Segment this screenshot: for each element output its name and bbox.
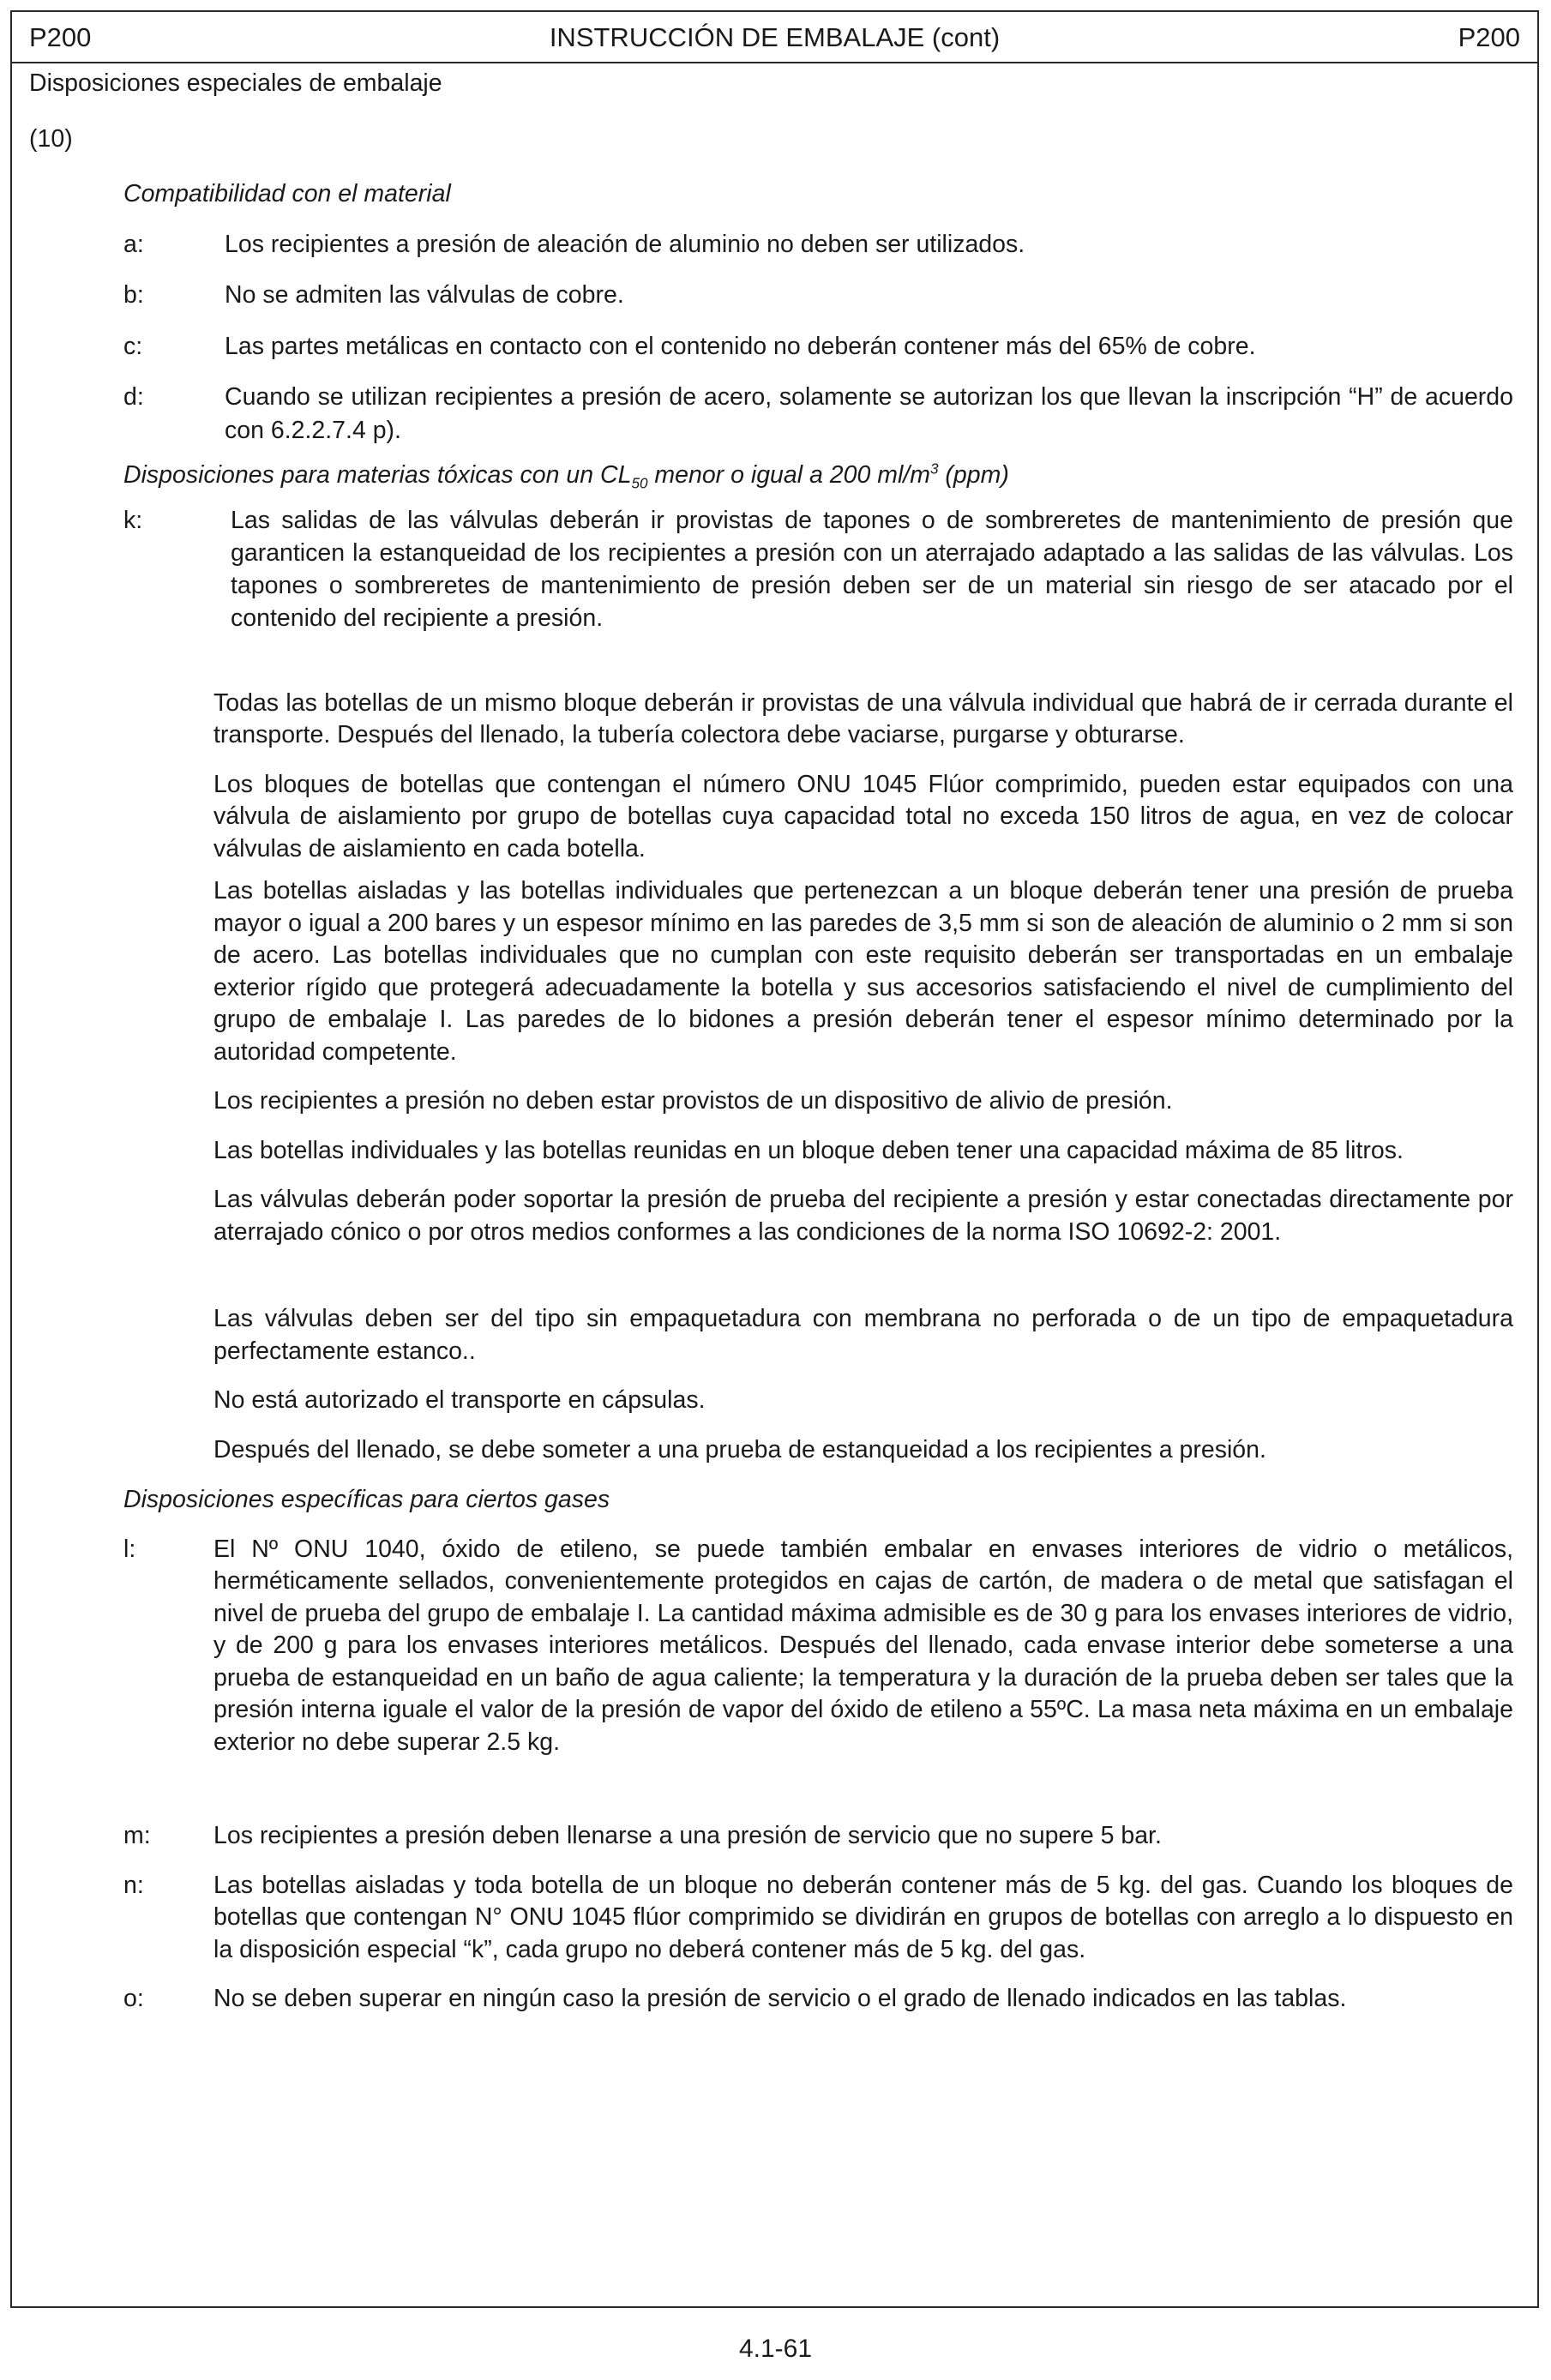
paragraph: Los recipientes a presión no deben estar provistos de un dispositivo de alivio de presión. <box>213 1087 1173 1115</box>
toxic-heading: Disposiciones para materias tóxicas con un $CL_{50}$ menor o igual a 200 $ml/m^3$ (ppm) <box>123 460 1009 492</box>
paragraph: Después del llenado, se debe someter a una prueba de estanqueidad a los recipientes a presión. <box>213 1435 1266 1463</box>
item-text: Los recipientes a presión deben llenarse a una presión de servicio que no supere 5 bar. <box>213 1822 1162 1849</box>
gases-list <box>12 1820 1537 2016</box>
item-label: d: <box>123 383 144 411</box>
list-item <box>12 279 1537 312</box>
item-label: c: <box>123 332 143 360</box>
paragraph: Las válvulas deben ser del tipo sin empaquetadura con membrana no perforada o de un tipo de empaquetadura perfectamente estanco.. <box>213 1305 1513 1365</box>
item-label: m: <box>123 1822 151 1849</box>
header-title: INSTRUCCIÓN DE EMBALAJE (cont) <box>549 22 1001 52</box>
paragraph: Las botellas aisladas y las botellas individuales que pertenezcan a un bloque deberán tener una presión de prueba mayor o igual a 200 bares y un espesor mínimo en las paredes de 3,5 mm si son de aleación de aluminio o 2 mm si son de acero. Las botellas individuales que no cumplan con este requisito deberán ser transportadas en un embalaje exterior rígido que protegerá adecuadamente la botella y sus accesorios satisfaciendo el nivel de cumplimiento del grupo de embalaje I. Las paredes de lo bidones a presión deberán tener el espesor mínimo determinado por la autoridad competente. <box>213 877 1513 1066</box>
compat-list <box>12 228 1537 448</box>
table-header <box>12 12 1537 63</box>
item-label: b: <box>123 281 144 309</box>
item-text: Las partes metálicas en contacto con el contenido no deberán contener más del 65% de cobre. <box>225 332 1256 360</box>
list-item <box>12 1983 1537 2016</box>
item-label: k: <box>123 506 143 534</box>
item-text: No se deben superar en ningún caso la presión de servicio o el grado de llenado indicados en las tablas. <box>213 1985 1347 2012</box>
paragraph: Los bloques de botellas que contengan el número ONU 1045 Flúor comprimido, pueden estar equipados con una válvula de aislamiento por grupo de botellas cuya capacidad total no exceda 150 litros de agua, en vez de colocar válvulas de aislamiento en cada botella. <box>213 770 1513 862</box>
header-code-right: P200 <box>1458 22 1520 52</box>
list-item <box>12 1870 1537 1967</box>
item-label: o: <box>123 1985 144 2012</box>
table-body <box>12 63 1537 2016</box>
list-item <box>12 228 1537 261</box>
list-item <box>12 381 1537 447</box>
paragraph: Las botellas individuales y las botellas reunidas en un bloque deben tener una capacidad máxima de 85 litros. <box>213 1136 1404 1164</box>
item-text: Cuando se utilizan recipientes a presión de acero, solamente se autorizan los que llevan la inscripción “H” de acuerdo con 6.2.2.7.4 p). <box>225 383 1513 444</box>
item-text: Los recipientes a presión de aleación de aluminio no deben ser utilizados. <box>225 230 1025 258</box>
item-text: El Nº ONU 1040, óxido de etileno, se puede también embalar en envases interiores de vidrio o metálicos, herméticamente sellados, convenientemente protegidos en cajas de cartón, de madera o de metal que satisfagan el nivel de prueba del grupo de embalaje I. La cantidad máxima admisible es de 30 g para los envases interiores de vidrio, y de 200 g para los envases interiores metálicos. Después del llenado, cada envase interior debe someterse a una prueba de estanqueidad en un baño de agua caliente; la temperatura y la duración de la prueba deben ser tales que la presión interna iguale el valor de la presión de vapor del óxido de etileno a 55ºC. La masa neta máxima en un embalaje exterior no debe superar 2.5 kg. <box>213 1535 1513 1756</box>
page-number: 4.1-61 <box>738 2335 813 2363</box>
gases-heading: Disposiciones específicas para ciertos gases <box>123 1486 610 1513</box>
list-item <box>12 1820 1537 1853</box>
item-text: Las botellas aisladas y toda botella de un bloque no deberán contener más de 5 kg. del gas. Cuando los bloques de botellas que contengan N° ONU 1045 flúor comprimido se dividirán en grupos de botellas con arreglo a lo dispuesto en la disposición especial “k”, cada grupo no deberá contener más de 5 kg. del gas. <box>213 1871 1513 1963</box>
instruction-table <box>10 10 1539 2308</box>
toxic-paragraphs <box>12 688 1537 1249</box>
item-label: l: <box>123 1535 136 1563</box>
paragraph: No está autorizado el transporte en cápsulas. <box>213 1386 706 1414</box>
list-item <box>12 330 1537 364</box>
item-text: No se admiten las válvulas de cobre. <box>225 281 624 309</box>
toxic-paragraphs-2 <box>12 1303 1537 1466</box>
item-label: a: <box>123 230 144 258</box>
list-item-k <box>12 504 1537 634</box>
item-label: n: <box>123 1871 144 1899</box>
list-item-l <box>12 1534 1537 1759</box>
item-text: Las salidas de las válvulas deberán ir provistas de tapones o de sombreretes de mantenimiento de presión que garanticen la estanqueidad de los recipientes a presión con un aterrajado adaptado a las salidas de las válvulas. Los tapones o sombreretes de mantenimiento de presión deben ser de un material sin riesgo de ser atacado por el contenido del recipiente a presión. <box>231 506 1513 632</box>
section-title: Disposiciones especiales de embalaje <box>29 69 442 97</box>
paragraph: Todas las botellas de un mismo bloque deberán ir provistas de una válvula individual que habrá de ir cerrada durante el transporte. Después del llenado, la tubería colectora debe vaciarse, purgarse y obturarse. <box>213 688 1513 748</box>
header-code-left: P200 <box>29 22 92 52</box>
section-number: (10) <box>29 124 73 153</box>
paragraph: Las válvulas deberán poder soportar la presión de prueba del recipiente a presión y estar conectadas directamente por aterrajado cónico o por otros medios conformes a las condiciones de la norma ISO 10692-2: 2001. <box>213 1186 1513 1246</box>
compat-heading: Compatibilidad con el material <box>123 180 451 207</box>
